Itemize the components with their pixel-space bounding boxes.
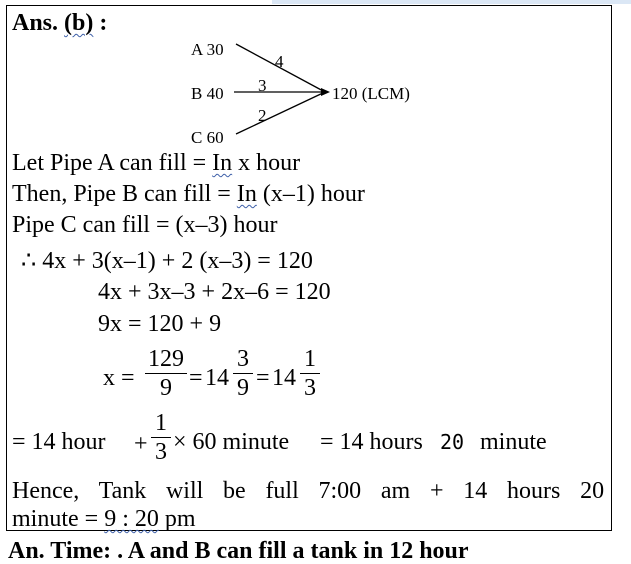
- hence-word: am: [380, 478, 411, 504]
- x-equals: x =: [103, 365, 135, 391]
- hence-word: Tank: [98, 478, 147, 504]
- answer-choice: (b): [64, 10, 94, 36]
- pipe-b-time: B 40: [191, 84, 224, 103]
- line-pipe-b-text: Then, Pipe B can fill =: [12, 181, 237, 207]
- answer-box: [6, 5, 612, 531]
- answer-colon: :: [99, 10, 108, 36]
- lcm-value: 120 (LCM): [332, 84, 410, 103]
- times-60-minute: × 60 minute: [173, 429, 290, 455]
- equals-sign-3: =: [256, 365, 270, 391]
- fraction-denominator: 3: [304, 375, 316, 401]
- result-hours: = 14 hour: [12, 429, 106, 455]
- final-time-prefix: minute =: [12, 506, 105, 532]
- fraction-denominator: 9: [160, 375, 172, 401]
- arrow-head: [321, 88, 330, 96]
- fraction-one-third: [151, 411, 171, 464]
- final-time-line: [12, 506, 196, 532]
- fraction-numerator: 1: [155, 410, 167, 436]
- final-time-value: 9 : 20: [104, 506, 159, 532]
- final-time-suffix: pm: [158, 506, 196, 532]
- answer-label: Ans.: [12, 10, 59, 36]
- plus-sign: +: [134, 431, 148, 457]
- fraction-3-9: [233, 347, 253, 400]
- next-question-cutoff: An. Time: . A and B can fill a tank in 12 hour: [8, 538, 469, 564]
- line-pipe-a: [12, 150, 300, 176]
- edge-c: [236, 92, 325, 134]
- top-header-strip: [272, 0, 631, 4]
- result-20: 20: [440, 430, 465, 454]
- equation-3: 9x = 120 + 9: [98, 311, 222, 337]
- pipe-a-time: A 30: [191, 40, 224, 59]
- edge-a-label: 4: [275, 52, 284, 71]
- line-pipe-a-in: In: [212, 150, 233, 176]
- whole-14-b: 14: [272, 365, 296, 391]
- lcm-diagram-lines: [7, 6, 611, 166]
- hence-word: 14: [463, 478, 488, 504]
- hence-word: will: [165, 478, 204, 504]
- line-pipe-a-text: Let Pipe A can fill =: [12, 150, 213, 176]
- fraction-denominator: 3: [155, 439, 167, 465]
- hence-word: 20: [580, 478, 605, 504]
- hence-word: 7:00: [318, 478, 362, 504]
- fraction-bar: [145, 373, 187, 374]
- hence-line: [12, 478, 604, 504]
- line-pipe-b: [12, 181, 365, 207]
- pipe-c-time: C 60: [191, 128, 224, 147]
- equation-2: 4x + 3x–3 + 2x–6 = 120: [98, 279, 331, 305]
- fraction-numerator: 129: [148, 346, 184, 372]
- line-pipe-b-rest: (x–1) hour: [256, 181, 365, 207]
- fraction-bar: [233, 373, 253, 374]
- line-pipe-a-rest: x hour: [232, 150, 301, 176]
- edge-c-label: 2: [258, 106, 267, 125]
- result-14-hours: = 14 hours: [320, 429, 423, 455]
- hence-word: hours: [506, 478, 561, 504]
- fraction-denominator: 9: [237, 375, 249, 401]
- whole-14-a: 14: [205, 365, 229, 391]
- edge-b-label: 3: [258, 76, 267, 95]
- hence-word: full: [265, 478, 299, 504]
- hence-word: be: [223, 478, 246, 504]
- fraction-1-3: [300, 347, 320, 400]
- equals-sign-2: =: [189, 365, 203, 391]
- result-minute: minute: [480, 429, 547, 455]
- fraction-bar: [300, 373, 320, 374]
- equation-1: ∴ 4x + 3(x–1) + 2 (x–3) = 120: [21, 248, 313, 274]
- hence-word: Hence,: [12, 478, 80, 504]
- fraction-numerator: 1: [304, 346, 316, 372]
- fraction-129-9: [145, 347, 187, 400]
- line-pipe-b-in: In: [236, 181, 257, 207]
- line-pipe-c: Pipe C can fill = (x–3) hour: [12, 212, 278, 238]
- fraction-numerator: 3: [237, 346, 249, 372]
- fraction-bar: [151, 437, 171, 438]
- hence-word: +: [429, 478, 444, 504]
